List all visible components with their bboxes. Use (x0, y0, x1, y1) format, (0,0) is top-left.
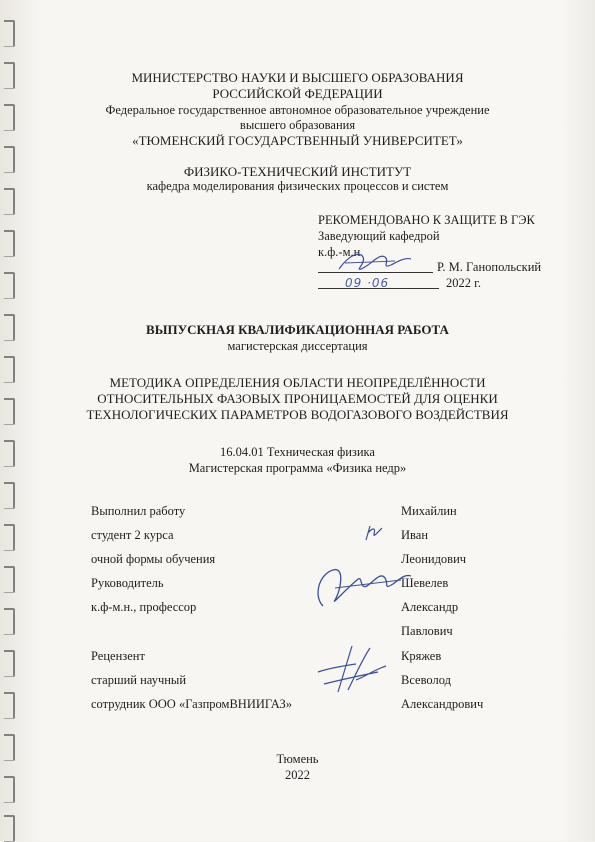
binding-clip (4, 20, 15, 47)
binding-clip (4, 815, 15, 842)
recommendation-name: Р. М. Ганопольский (437, 260, 542, 274)
ministry-line-2: РОССИЙСКОЙ ФЕДЕРАЦИИ (212, 86, 383, 101)
reviewer-firstname: Всеволод (401, 673, 451, 687)
supervisor-role: Руководитель (91, 576, 164, 590)
reviewer-position-2: сотрудник ООО «ГазпромВНИИГАЗ» (91, 697, 292, 711)
reviewer-position-1: старший научный (91, 673, 187, 687)
reviewer-patronymic: Александрович (401, 697, 484, 711)
binding-clip (4, 566, 15, 593)
author-role: Выполнил работу (91, 504, 186, 518)
recommendation-year: 2022 г. (446, 276, 481, 290)
binding-clip (4, 608, 15, 635)
department-name: кафедра моделирования физических процессов и систем (146, 179, 449, 193)
binding-clip (4, 272, 15, 299)
supervisor-firstname: Александр (401, 600, 459, 614)
recommendation-head: Заведующий кафедрой (318, 229, 440, 243)
reviewer-surname: Кряжев (401, 649, 442, 663)
recommendation-degree: к.ф.-м.н. (318, 245, 364, 259)
handwritten-date: 09 ·06 (345, 276, 390, 290)
institution-line-2: высшего образования (239, 118, 356, 132)
work-subtype: магистерская диссертация (227, 339, 368, 353)
footer-year: 2022 (285, 768, 310, 782)
supervisor-signature (305, 560, 415, 612)
supervisor-patronymic: Павлович (401, 624, 453, 638)
author-firstname: Иван (401, 528, 429, 542)
author-patronymic: Леонидович (401, 552, 467, 566)
work-title-line-3: ТЕХНОЛОГИЧЕСКИХ ПАРАМЕТРОВ ВОДОГАЗОВОГО ВОЗДЕЙСТВИЯ (86, 407, 509, 422)
recommendation-title: РЕКОМЕНДОВАНО К ЗАЩИТЕ В ГЭК (318, 213, 535, 227)
author-surname: Михайлин (401, 504, 457, 518)
footer-city: Тюмень (276, 752, 319, 766)
binding-clip (4, 230, 15, 257)
work-title-line-1: МЕТОДИКА ОПРЕДЕЛЕНИЯ ОБЛАСТИ НЕОПРЕДЕЛЁННОСТИ (109, 375, 486, 390)
specialty: 16.04.01 Техническая физика (220, 445, 375, 459)
work-title-line-2: ОТНОСИТЕЛЬНЫХ ФАЗОВЫХ ПРОНИЦАЕМОСТЕЙ ДЛЯ ОЦЕНКИ (97, 391, 498, 406)
ministry-line-1: МИНИСТЕРСТВО НАУКИ И ВЫСШЕГО ОБРАЗОВАНИЯ (131, 70, 464, 85)
head-signature (335, 247, 415, 277)
supervisor-title: к.ф-м.н., профессор (91, 600, 197, 614)
work-type: ВЫПУСКНАЯ КВАЛИФИКАЦИОННАЯ РАБОТА (146, 322, 449, 337)
institute-name: ФИЗИКО-ТЕХНИЧЕСКИЙ ИНСТИТУТ (183, 164, 412, 179)
binding-clip (4, 524, 15, 551)
reviewer-signature (312, 640, 392, 696)
author-signature (362, 522, 386, 544)
author-course: студент 2 курса (91, 528, 174, 542)
program: Магистерская программа «Физика недр» (188, 461, 407, 475)
supervisor-surname: Шевелев (401, 576, 449, 590)
binding-clip (4, 482, 15, 509)
institution-line-1: Федеральное государственное автономное образовательное учреждение (105, 103, 490, 117)
binding-clip (4, 692, 15, 719)
binding-clip (4, 650, 15, 677)
author-form: очной формы обучения (91, 552, 216, 566)
reviewer-role: Рецензент (91, 649, 145, 663)
university-name: «ТЮМЕНСКИЙ ГОСУДАРСТВЕННЫЙ УНИВЕРСИТЕТ» (132, 133, 463, 148)
